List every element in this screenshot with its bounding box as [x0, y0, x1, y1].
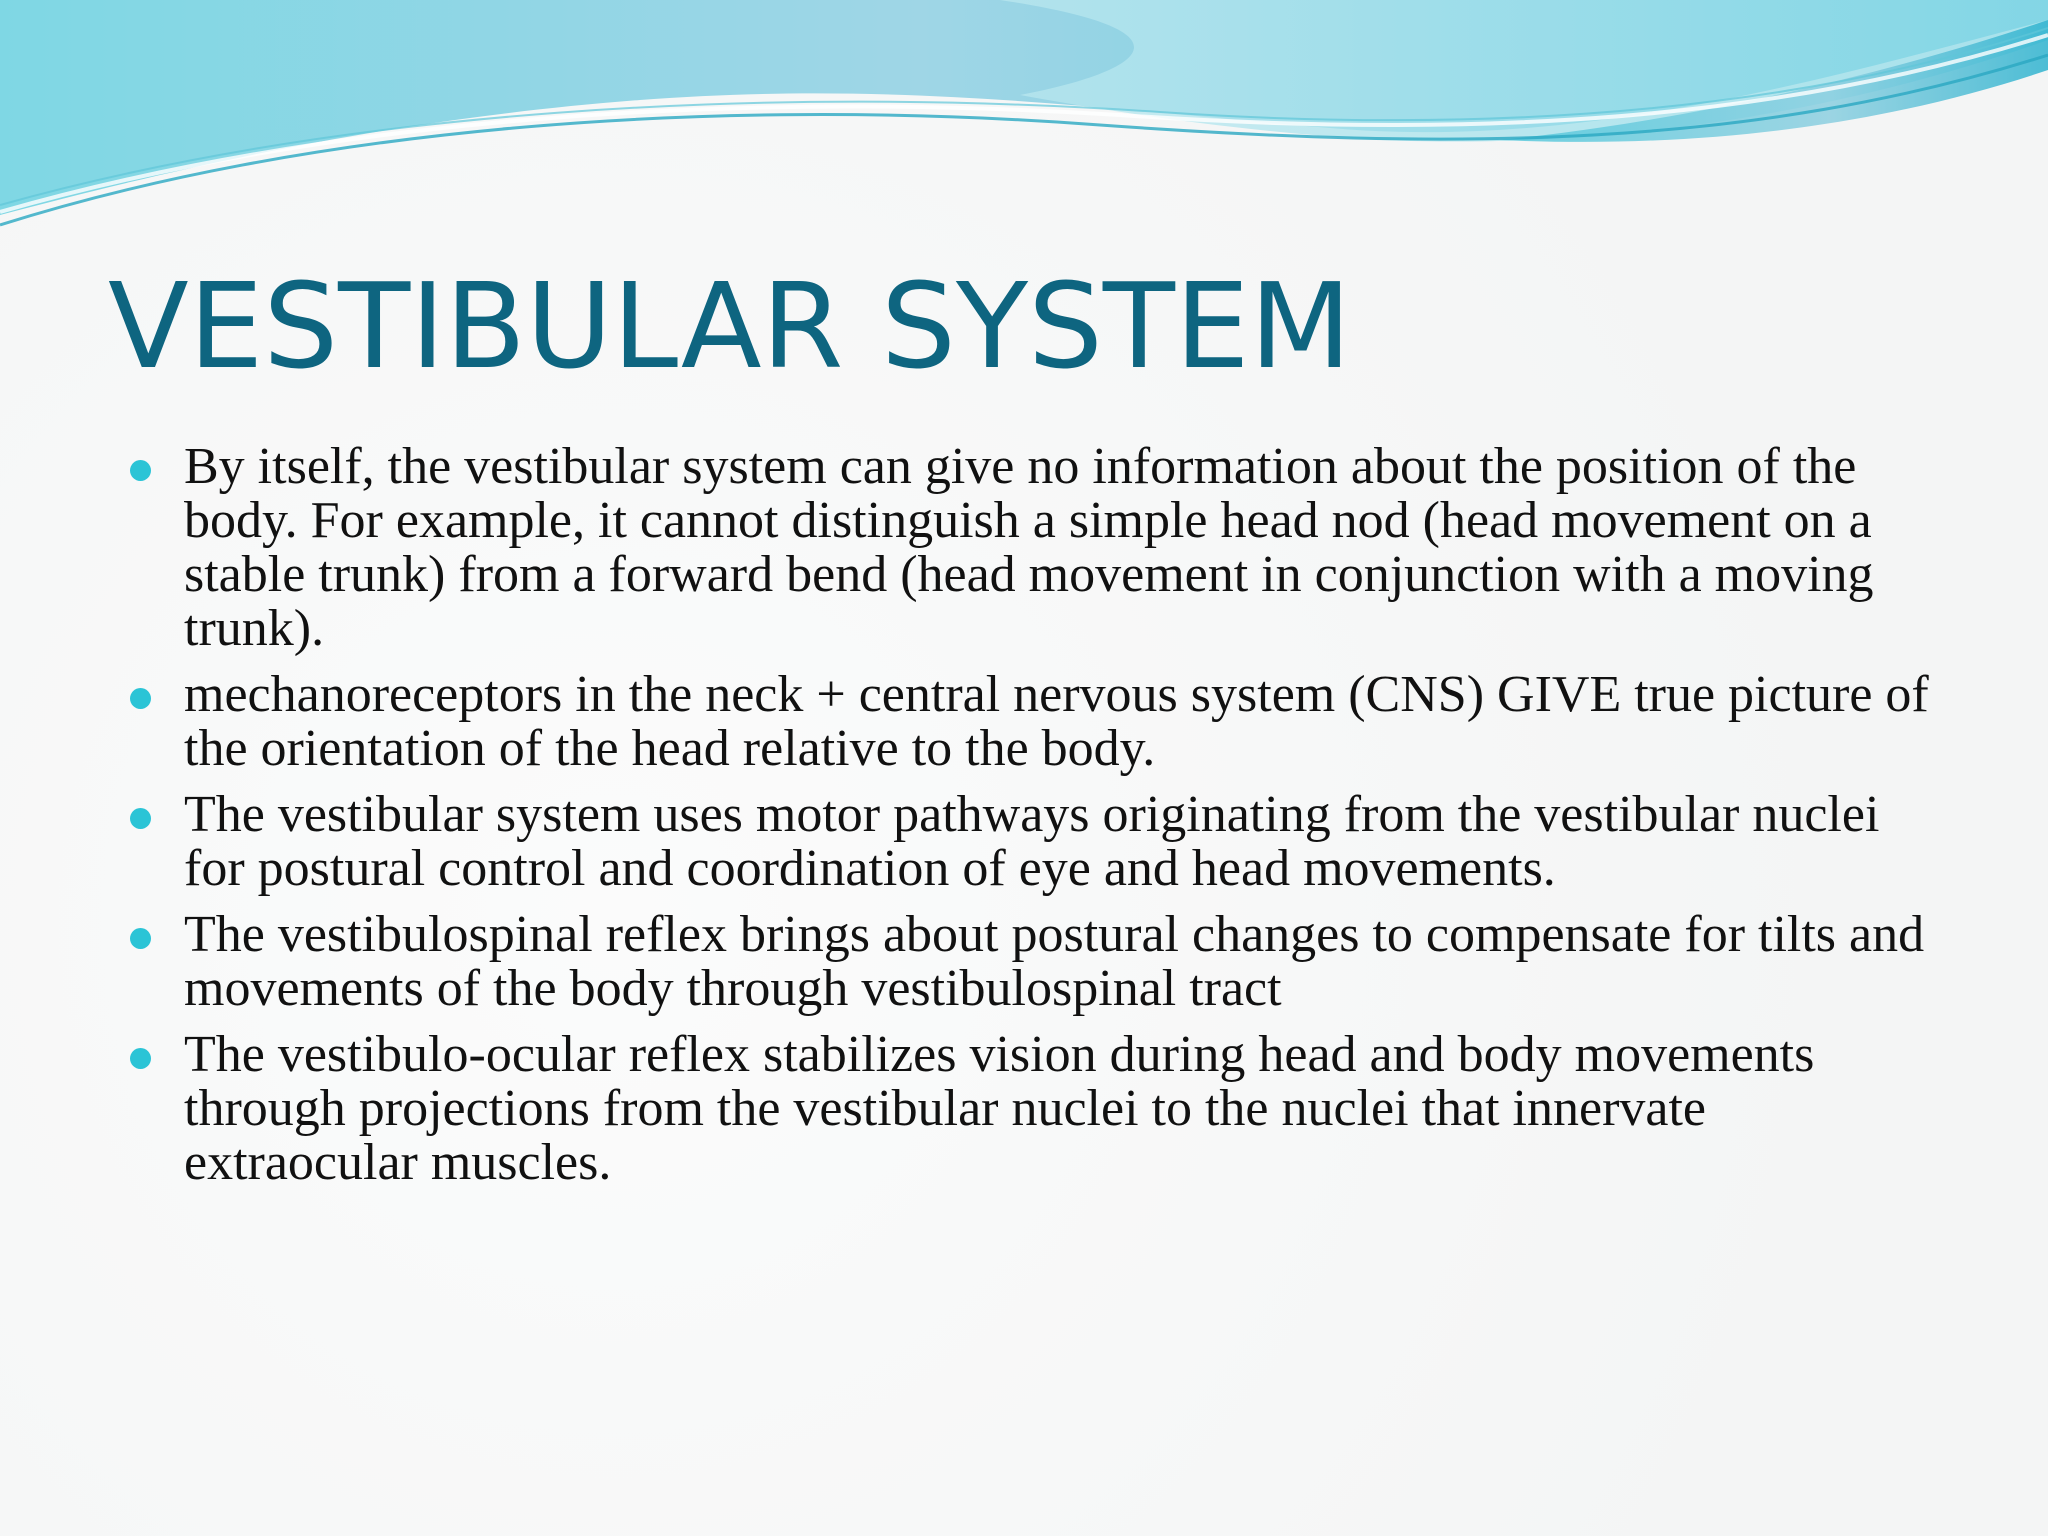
- bullet-text: By itself, the vestibular system can give no information about the position of the body. For example, it cannot distinguish a simple head nod (head movement on a stable trunk) from a forward bend (head movement in conjunction with a moving trunk).: [184, 438, 1874, 657]
- bullet-item: [130, 908, 1940, 1016]
- bullet-dot-icon: [130, 928, 151, 949]
- bullet-dot-icon: [130, 808, 151, 829]
- bullet-dot-icon: [130, 1048, 151, 1069]
- bullet-item: [130, 1028, 1940, 1190]
- bullet-item: [130, 788, 1940, 896]
- bullet-text: The vestibulospinal reflex brings about postural changes to compensate for tilts and movements of the body through vestibulospinal tract: [184, 906, 1925, 1017]
- bullet-list: [130, 440, 1940, 1202]
- bullet-text: mechanoreceptors in the neck + central nervous system (CNS) GIVE true picture of the orientation of the head relative to the body.: [184, 666, 1929, 777]
- bullet-item: [130, 440, 1940, 656]
- header-wave-decoration: [0, 0, 2048, 240]
- bullet-dot-icon: [130, 460, 151, 481]
- bullet-item: [130, 668, 1940, 776]
- bullet-text: The vestibular system uses motor pathways originating from the vestibular nuclei for postural control and coordination of eye and head movements.: [184, 786, 1880, 897]
- bullet-dot-icon: [130, 688, 151, 709]
- bullet-text: The vestibulo-ocular reflex stabilizes vision during head and body movements through projections from the vestibular nuclei to the nuclei that innervate extraocular muscles.: [184, 1026, 1815, 1191]
- slide-title: VESTIBULAR SYSTEM: [108, 257, 1352, 395]
